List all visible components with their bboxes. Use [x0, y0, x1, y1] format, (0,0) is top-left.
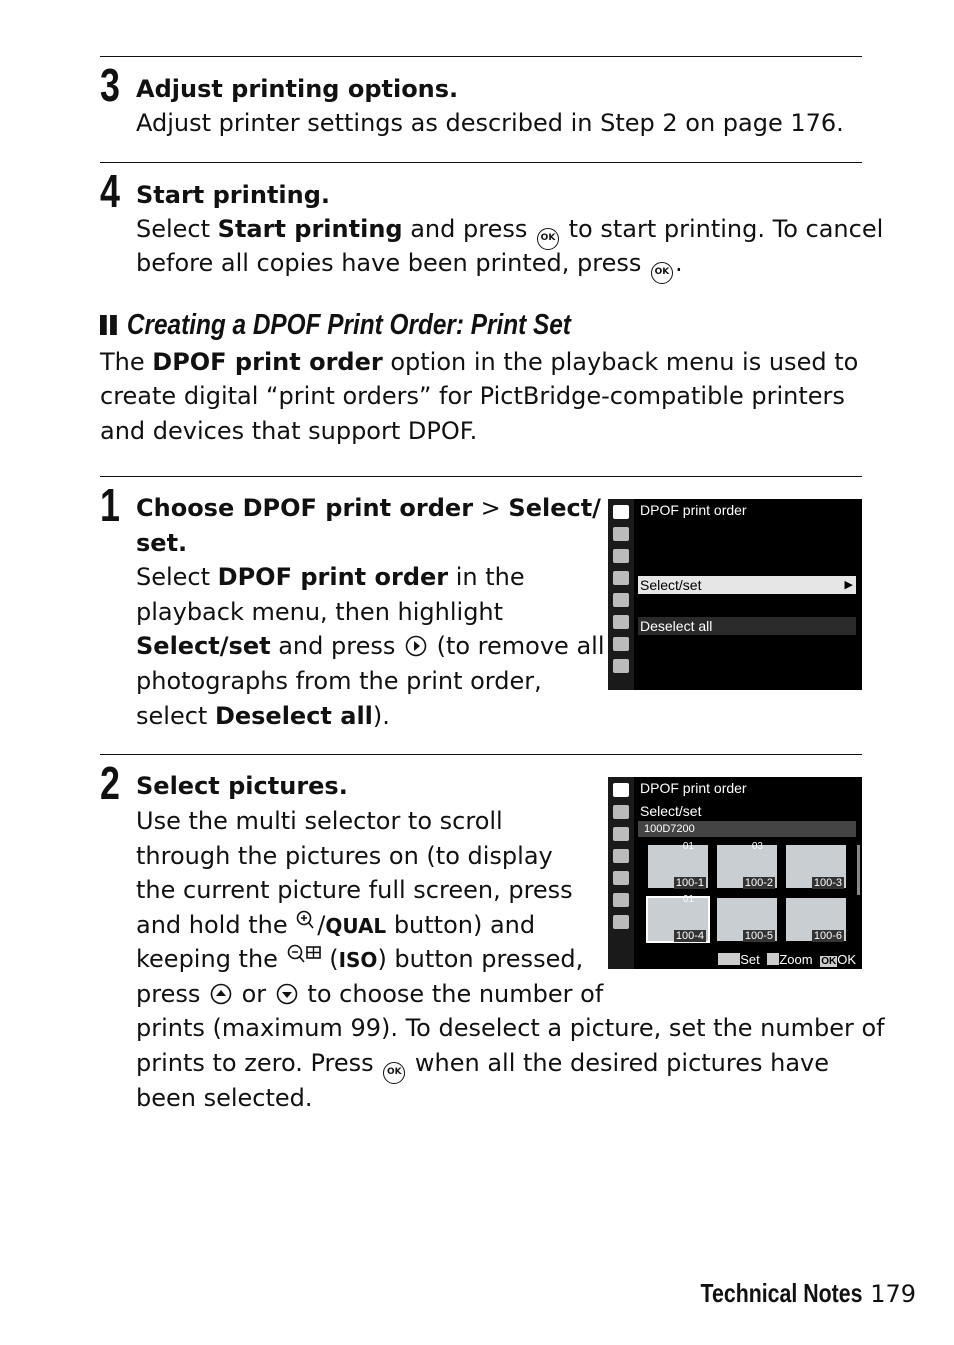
ok-button-icon: OK	[651, 262, 673, 284]
folder-bar: 100D7200	[638, 821, 856, 837]
step-2-line-8: prints to zero. Press OK when all the desired pictures have	[136, 1046, 829, 1084]
step-1-body-5: select Deselect all).	[136, 702, 390, 730]
multi-selector-down-icon	[276, 983, 298, 1005]
step-2-line-7: prints (maximum 99). To deselect a picture, set the number of	[136, 1014, 885, 1042]
zoom-in-icon	[295, 909, 317, 935]
rule-step-1	[100, 476, 862, 477]
screen-title: DPOF print order	[640, 502, 747, 518]
rule-step-4	[100, 162, 862, 163]
step-1-title-1: Choose DPOF print order > Select/	[136, 494, 601, 522]
step-2-line-3: the current picture full screen, press	[136, 876, 573, 904]
rule-top	[100, 56, 862, 57]
step-2-line-6: press or to choose the number of	[136, 980, 604, 1008]
step-4-number: 4	[100, 165, 120, 217]
step-1-body-2: playback menu, then highlight	[136, 598, 504, 626]
zoom-hint-icon	[767, 953, 779, 965]
ok-button-icon: OK	[383, 1062, 405, 1084]
footer-section-title: Technical Notes	[700, 1278, 863, 1308]
ok-button-icon: OK	[537, 228, 559, 250]
camera-screen-select-pictures	[608, 777, 862, 969]
step-1-number: 1	[100, 479, 120, 531]
thumbnail-1[interactable]: 01 100-1	[648, 845, 708, 888]
thumbnail-4[interactable]: 01 100-4	[648, 898, 708, 941]
section-heading: Creating a DPOF Print Order: Print Set	[100, 308, 571, 342]
set-hint-icon	[718, 953, 740, 965]
step-2-number: 2	[100, 757, 120, 809]
step-2-line-5: keeping the (ISO) button pressed,	[136, 945, 584, 973]
section-para-line-3: and devices that support DPOF.	[100, 417, 478, 445]
step-4-title: Start printing.	[136, 181, 331, 209]
step-1-body-4: photographs from the print order,	[136, 667, 542, 695]
step-2-line-2: through the pictures on (to display	[136, 842, 553, 870]
page-number: 179	[870, 1280, 916, 1308]
section-para-line-1: The DPOF print order option in the playback menu is used to	[100, 348, 859, 376]
step-2-title: Select pictures.	[136, 772, 348, 800]
screen-title: DPOF print order	[640, 780, 747, 796]
step-4-line-1: Select Start printing and press OK to start printing. To cancel	[136, 212, 883, 250]
step-3-number: 3	[100, 59, 120, 111]
step-2-line-4: and hold the /QUAL button) and	[136, 911, 536, 939]
menu-item-deselect-all[interactable]: Deselect all	[638, 617, 856, 635]
thumbnail-2[interactable]: 03 100-2	[717, 845, 777, 888]
rule-step-2	[100, 754, 862, 755]
multi-selector-right-icon	[405, 635, 427, 657]
step-2-line-1: Use the multi selector to scroll	[136, 807, 503, 835]
thumbnail-5[interactable]: 100-5	[717, 898, 777, 941]
step-2-line-9: been selected.	[136, 1084, 313, 1112]
menu-tab-strip	[608, 499, 634, 690]
zoom-out-thumbnail-icon	[286, 943, 322, 969]
page-footer	[665, 1278, 916, 1309]
camera-screen-dpof-menu	[608, 499, 862, 690]
menu-tab-strip	[608, 777, 634, 969]
step-3-body: Adjust printer settings as described in Step 2 on page 176.	[136, 109, 844, 137]
button-hints: Set Zoom OKOK	[718, 952, 856, 967]
scrollbar[interactable]	[857, 845, 860, 895]
screen-subtitle: Select/set	[640, 803, 702, 819]
step-4-line-2: before all copies have been printed, press OK .	[136, 246, 683, 284]
step-1-body-1: Select DPOF print order in the	[136, 563, 525, 591]
thumbnail-6[interactable]: 100-6	[786, 898, 846, 941]
arrow-right-icon: ▶	[844, 579, 853, 591]
section-para-line-2: create digital “print orders” for PictBridge-compatible printers	[100, 382, 845, 410]
step-1-body-3: Select/set and press (to remove all	[136, 632, 605, 660]
step-3-title: Adjust printing options.	[136, 75, 459, 103]
menu-item-select-set[interactable]: Select/set ▶	[638, 576, 856, 594]
step-1-title-2: set.	[136, 529, 188, 557]
multi-selector-up-icon	[210, 983, 232, 1005]
thumbnail-3[interactable]: 100-3	[786, 845, 846, 888]
